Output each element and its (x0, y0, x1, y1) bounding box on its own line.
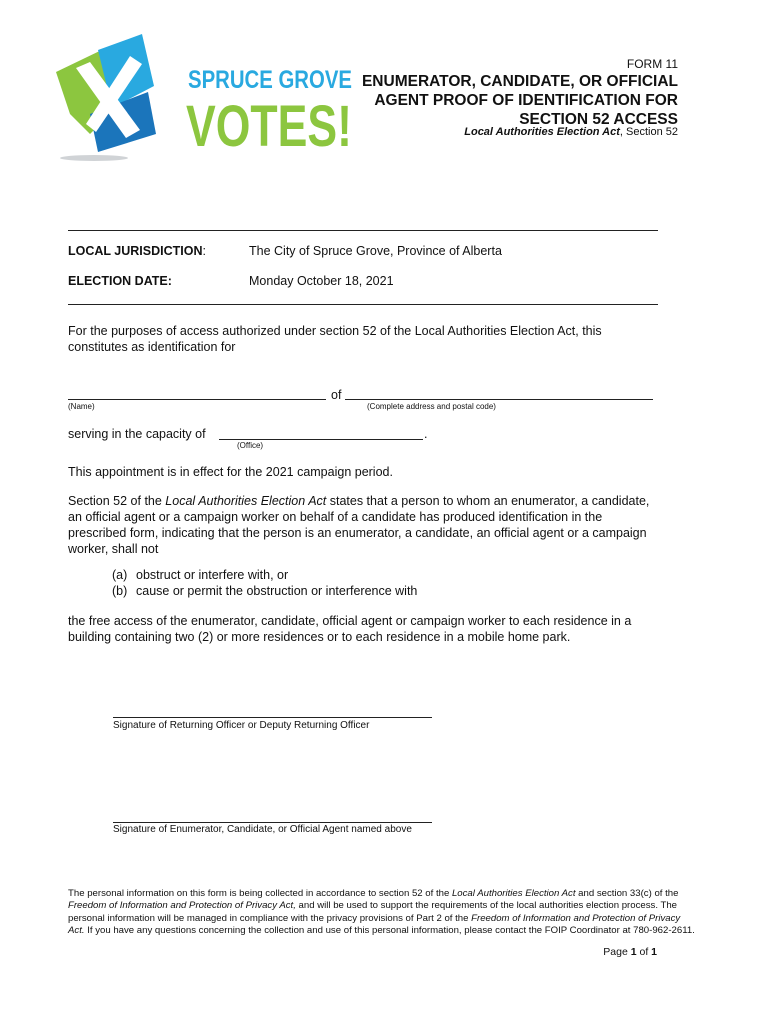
intro-paragraph: For the purposes of access authorized under section 52 of the Local Authorities Election Act, this constitutes as identification for (68, 324, 602, 354)
office-line[interactable] (219, 439, 423, 440)
election-date-label: ELECTION DATE: (68, 274, 172, 288)
form-title (338, 72, 678, 129)
list-item-b-marker: (b) (112, 584, 128, 598)
list-item-a: obstruct or interfere with, or (136, 568, 289, 582)
logo-shadow (60, 155, 128, 161)
capacity-text: serving in the capacity of (68, 427, 206, 441)
section-52-act-name: Local Authorities Election Act (165, 494, 327, 508)
page-number: Page 1 of 1 (603, 946, 657, 958)
address-line[interactable] (345, 399, 653, 400)
act-section: , Section 52 (619, 126, 678, 138)
form-title-line-2: AGENT PROOF OF IDENTIFICATION FOR (374, 92, 678, 109)
election-date-value: Monday October 18, 2021 (249, 274, 394, 288)
name-line[interactable] (68, 399, 326, 400)
enumerator-signature-line[interactable] (113, 822, 432, 823)
spruce-grove-votes-logo (52, 34, 352, 164)
jurisdiction-value: The City of Spruce Grove, Province of Alberta (249, 244, 502, 258)
fields-divider (68, 304, 658, 305)
act-reference (464, 126, 678, 138)
name-caption: (Name) (68, 402, 95, 411)
appointment-text: This appointment is in effect for the 2021 campaign period. (68, 465, 393, 479)
returning-officer-signature-line[interactable] (113, 717, 432, 718)
list-item-b: cause or permit the obstruction or interference with (136, 584, 418, 598)
conclusion-paragraph: the free access of the enumerator, candidate, official agent or campaign worker to each residence in a building containing two (2) or more residences or to each residence in a mobile home park. (68, 614, 632, 644)
office-period: . (424, 427, 428, 441)
of-word: of (331, 388, 342, 402)
form-title-line-1: ENUMERATOR, CANDIDATE, OR OFFICIAL (361, 73, 678, 90)
form-title-line-3: SECTION 52 ACCESS (519, 111, 678, 128)
enumerator-signature-label: Signature of Enumerator, Candidate, or Official Agent named above (113, 824, 412, 835)
logo-text-top: SPRUCE GROVE (188, 66, 352, 94)
top-divider (68, 230, 658, 231)
privacy-notice: The personal information on this form is being collected in accordance to section 52 of the Local Authorities Election Act and section 33(c) of the Freedom of Information and Protection of Privacy Act, and will be used to support the requirements of the local authorities election process. The personal information will be managed in compliance with the privacy provisions of Part 2 of the Freedom of Information and Protection of Privacy Act. If you have any questions concerning the collection and use of this personal information, please contact the FOIP Coordinator at 780-962-2611. (68, 888, 695, 937)
office-caption: (Office) (237, 441, 264, 450)
section-52-paragraph: Section 52 of the Local Authorities Election Act states that a person to whom an enumerator, a candidate, an official agent or a campaign worker on behalf of a candidate has produced identification in the prescribed form, indicating that the person is an enumerator, a candidate, an official agent or a campaign worker, shall not (68, 494, 650, 556)
returning-officer-signature-label: Signature of Returning Officer or Deputy Returning Officer (113, 720, 370, 731)
address-caption: (Complete address and postal code) (367, 402, 496, 411)
form-number: FORM 11 (626, 57, 678, 71)
list-item-a-marker: (a) (112, 568, 128, 582)
logo-text-main: VOTES! (186, 94, 352, 159)
jurisdiction-label: LOCAL JURISDICTION: (68, 244, 206, 258)
act-name: Local Authorities Election Act (464, 126, 620, 138)
